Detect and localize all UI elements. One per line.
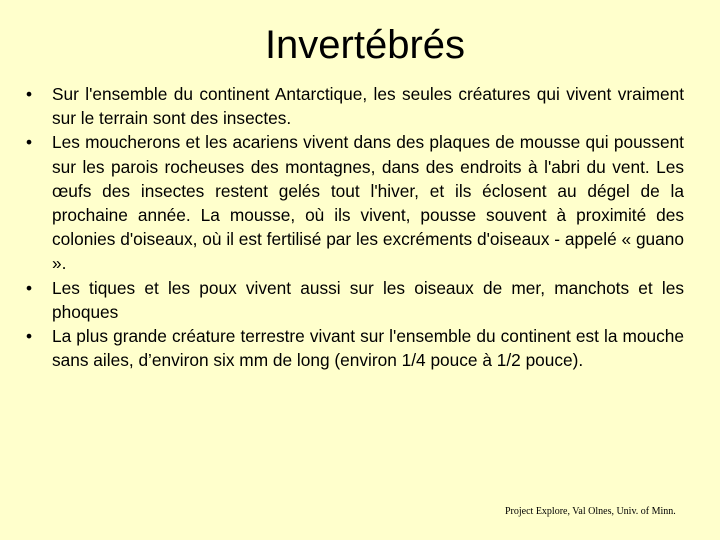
- footer-credit: Project Explore, Val Olnes, Univ. of Minn.: [505, 506, 676, 517]
- bullet-item-moss: [26, 130, 684, 275]
- bullet-item-wingless-fly: [26, 324, 684, 372]
- bullet-list: [26, 82, 684, 372]
- bullet-text: Les moucherons et les acariens vivent dans des plaques de mousse qui poussent sur les parois rocheuses des montagnes, dans des endroits à l'abri du vent. Les œufs des insectes restent gelés tout l'hiver, et ils éclosent au dégel de la prochaine année. La mousse, où ils vivent, pousse souvent à proximité des colonies d'oiseaux, où il est fertilisé par les excréments d'oiseaux - appelé « guano ».: [52, 132, 684, 274]
- bullet-icon: •: [26, 277, 33, 298]
- bullet-text: Les tiques et les poux vivent aussi sur les oiseaux de mer, manchots et les phoques: [52, 277, 684, 322]
- bullet-text: La plus grande créature terrestre vivant sur l'ensemble du continent est la mouche sans ailes, d’environ six mm de long (environ 1/4 pouce à 1/2 pouce).: [52, 326, 684, 371]
- bullet-item-ticks-lice: [26, 276, 684, 324]
- bullet-icon: •: [26, 132, 33, 153]
- slide-title: Invertébrés: [264, 23, 466, 67]
- bullet-text: Sur l'ensemble du continent Antarctique, les seules créatures qui vivent vraiment sur le terrain sont des insectes.: [52, 84, 684, 129]
- bullet-icon: •: [26, 326, 33, 347]
- bullet-icon: •: [26, 84, 33, 104]
- bullet-item-insects: [26, 82, 684, 130]
